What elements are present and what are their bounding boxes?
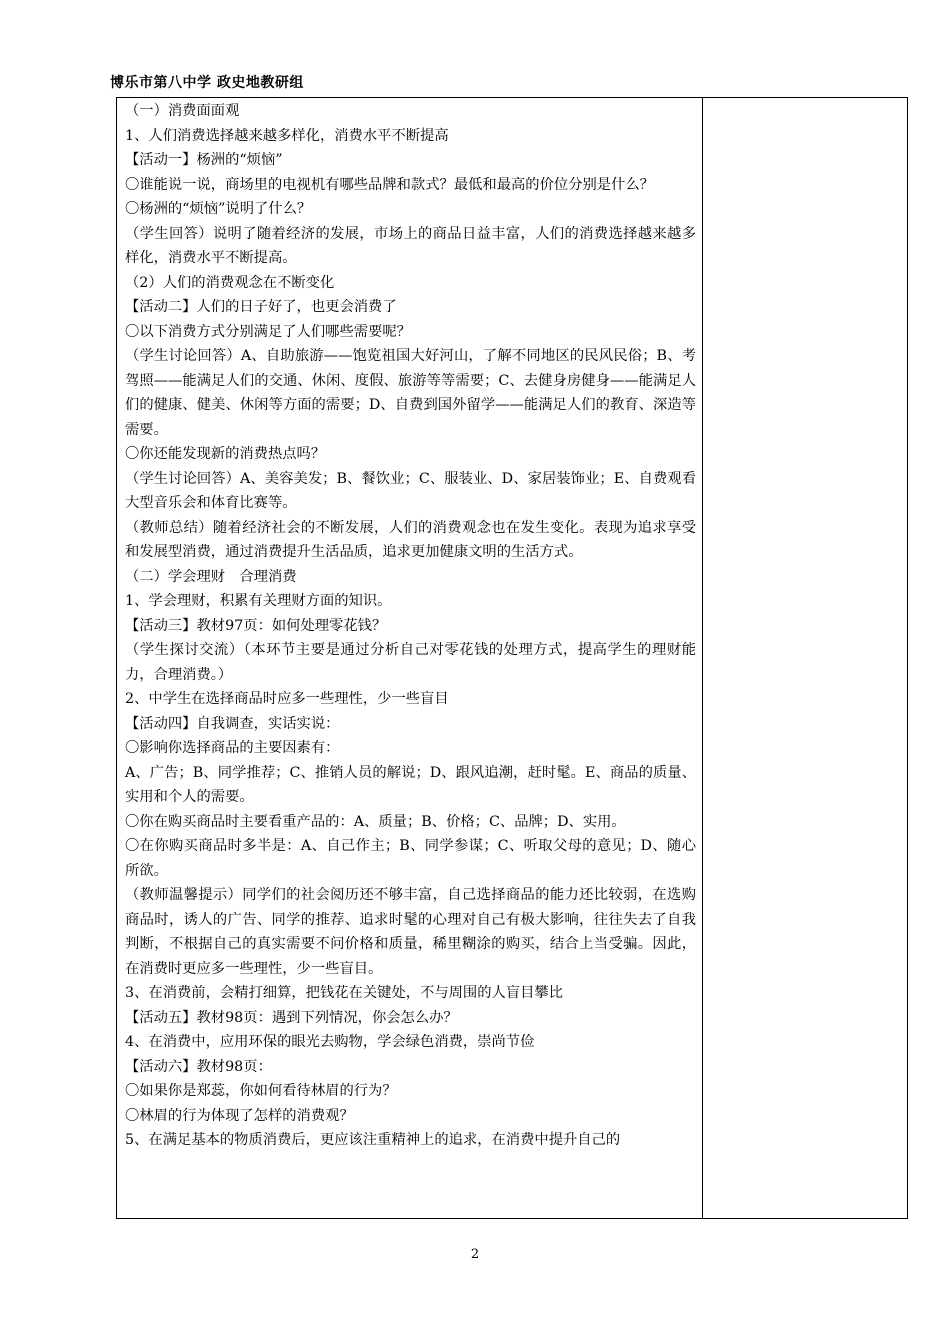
question-text: 〇如果你是郑蕊，你如何看待林眉的行为？	[125, 1083, 397, 1099]
student-answer-text: （学生回答）说明了随着经济的发展，市场上的商品日益丰富，人们的消费选择越来越多样化，消费水平不断提高。	[125, 225, 696, 266]
question-text: 〇你在购买商品时主要看重产品的：A、质量；B、价格；C、品牌；D、实用。	[125, 813, 626, 830]
student-answer-text: （学生探讨交流）（本环节主要是通过分析自己对零花钱的处理方式，提高学生的理财能力，合理消费。）	[125, 642, 696, 683]
teacher-summary-text: （教师总结）随着经济社会的不断发展，人们的消费观念也在发生变化。表现为追求享受和发展型消费，通过消费提升生活品质，追求更加健康文明的生活方式。	[125, 519, 696, 560]
activity-heading: 【活动二】人们的日子好了，也更会消费了	[125, 299, 397, 315]
point-heading: 2、中学生在选择商品时应多一些理性，少一些盲目	[125, 691, 449, 707]
activity-heading: 【活动五】教材98页：遇到下列情况，你会怎么办？	[125, 1009, 458, 1026]
point-heading: （2）人们的消费观念在不断变化	[125, 274, 335, 291]
point-heading: 4、在消费中，应用环保的眼光去购物，学会绿色消费，崇尚节俭	[125, 1034, 535, 1050]
lesson-table	[116, 97, 908, 1219]
point-heading: 5、在满足基本的物质消费后，更应该注重精神上的追求，在消费中提升自己的	[125, 1132, 621, 1148]
teacher-tip-text: （教师温馨提示）同学们的社会阅历还不够丰富，自己选择商品的能力还比较弱，在选购商品时，诱人的广告、同学的推荐、追求时髦的心理对自己有极大影响，往往失去了自我判断，不根据自己的真实需要不问价格和质量，稀里糊涂的购买，结合上当受骗。因此，在消费时更应多一些理性，少一些盲目。	[125, 887, 696, 977]
lesson-content-cell	[117, 98, 703, 1218]
point-heading: 3、在消费前，会精打细算，把钱花在关键处，不与周围的人盲目攀比	[125, 985, 563, 1001]
section-heading: （二）学会理财 合理消费	[125, 568, 297, 585]
section-heading: （一）消费面面观	[125, 103, 240, 119]
question-text: 〇影响你选择商品的主要因素有：	[125, 740, 340, 756]
page-header: 博乐市第八中学 政史地教研组	[110, 75, 304, 91]
point-heading: 1、学会理财，积累有关理财方面的知识。	[125, 593, 392, 609]
options-text: A、广告；B、同学推荐；C、推销人员的解说；D、跟风追潮，赶时髦。E、商品的质量、实用和个人的需要。	[125, 764, 696, 805]
student-answer-text: （学生讨论回答）A、自助旅游——饱览祖国大好河山，了解不同地区的民风民俗；B、考驾照——能满足人们的交通、休闲、度假、旅游等等需要；C、去健身房健身——能满足人们的健康、健美、休闲等方面的需要；D、自费到国外留学——能满足人们的教育、深造等需要。	[125, 348, 696, 438]
activity-heading: 【活动六】教材98页：	[125, 1058, 272, 1075]
notes-cell	[703, 98, 907, 1218]
page-number: 2	[470, 1247, 480, 1262]
question-text: 〇你还能发现新的消费热点吗？	[125, 446, 326, 462]
question-text: 〇林眉的行为体现了怎样的消费观？	[125, 1107, 354, 1124]
activity-heading: 【活动一】杨洲的“烦恼”	[125, 152, 283, 168]
question-text: 〇谁能说一说，商场里的电视机有哪些品牌和款式？最低和最高的价位分别是什么？	[125, 176, 654, 193]
activity-heading: 【活动四】自我调查，实话实说：	[125, 715, 340, 732]
activity-heading: 【活动三】教材97页：如何处理零花钱？	[125, 617, 387, 634]
student-answer-text: （学生讨论回答）A、美容美发；B、餐饮业；C、服装业、D、家居装饰业；E、自费观看大型音乐会和体育比赛等。	[125, 470, 696, 511]
point-heading: 1、人们消费选择越来越多样化，消费水平不断提高	[125, 127, 449, 144]
question-text: 〇以下消费方式分别满足了人们哪些需要呢？	[125, 323, 411, 340]
question-text: 〇杨洲的“烦恼”说明了什么？	[125, 201, 312, 217]
question-text: 〇在你购买商品时多半是：A、自己作主；B、同学参谋；C、听取父母的意见；D、随心所欲。	[125, 838, 696, 879]
